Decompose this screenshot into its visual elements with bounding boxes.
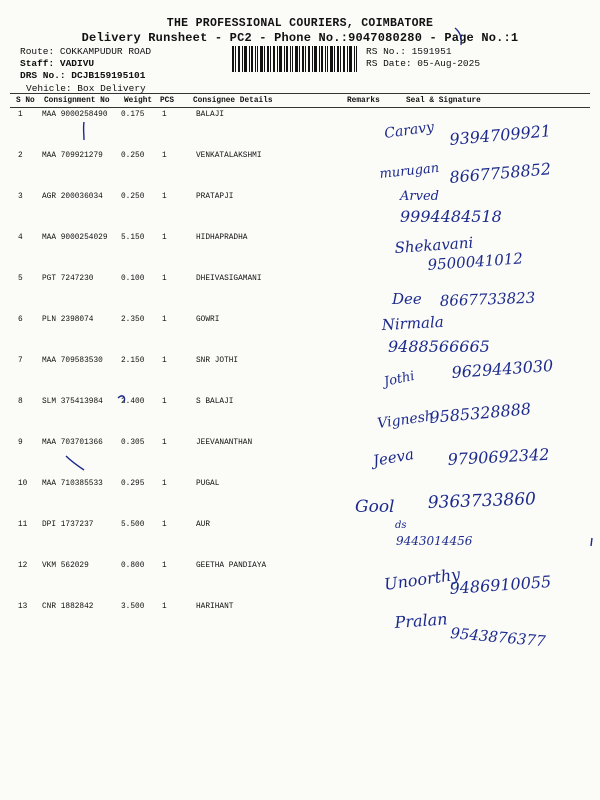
- row-weight: 5.150: [121, 234, 145, 242]
- table-row: [0, 193, 600, 233]
- row-consignee: HARIHANT: [196, 603, 234, 611]
- row-pcs: 1: [162, 152, 167, 160]
- col-sno-header: S No: [16, 97, 35, 105]
- table-row: [0, 152, 600, 192]
- handwritten-name: Nirmala: [381, 312, 445, 334]
- handwritten-phone: 9488566665: [388, 337, 490, 356]
- handwritten-name: Arved: [400, 189, 439, 204]
- row-consignee: BALAJI: [196, 111, 225, 119]
- row-consignment: MAA 9000258490: [42, 111, 108, 119]
- col-remarks-header: Remarks: [347, 97, 380, 105]
- row-weight: 3.500: [121, 603, 145, 611]
- company-title: THE PROFESSIONAL COURIERS, COIMBATORE: [166, 17, 434, 30]
- table-row: [0, 316, 600, 356]
- table-row: [0, 439, 600, 479]
- handwritten-name: Caravy: [383, 119, 435, 142]
- handwritten-phone: 9363733860: [427, 489, 537, 513]
- row-pcs: 1: [162, 562, 167, 570]
- row-weight: 0.800: [121, 562, 145, 570]
- handwritten-phone: 9443014456: [396, 534, 473, 548]
- row-consignee: PUGAL: [196, 480, 220, 488]
- row-consignment: MAA 709921279: [42, 152, 103, 160]
- col-consignee-header: Consignee Details: [193, 97, 273, 105]
- row-pcs: 1: [162, 398, 167, 406]
- row-consignment: PGT 7247230: [42, 275, 94, 283]
- drs-label: DRS No.: DCJB159195101: [20, 70, 146, 81]
- row-consignee: VENKATALAKSHMI: [196, 152, 262, 160]
- row-sno: 10: [18, 480, 28, 488]
- handwritten-phone: 8667733823: [439, 288, 536, 310]
- row-weight: 0.295: [121, 480, 145, 488]
- row-pcs: 1: [162, 603, 167, 611]
- row-pcs: 1: [162, 193, 167, 201]
- header-rule-top: [10, 93, 590, 94]
- table-row: [0, 398, 600, 438]
- handwritten-phone: 9629443030: [450, 355, 554, 382]
- row-consignee: SNR JOTHI: [196, 357, 239, 365]
- row-consignment: MAA 703701366: [42, 439, 103, 447]
- row-sno: 3: [18, 193, 23, 201]
- row-consignment: MAA 9000254029: [42, 234, 108, 242]
- row-weight: 0.100: [121, 275, 145, 283]
- table-row: [0, 234, 600, 274]
- row-consignment: SLM 375413984: [42, 398, 103, 406]
- row-weight: 2.150: [121, 357, 145, 365]
- handwritten-name: Unoorthy: [382, 564, 462, 594]
- row-weight: 0.305: [121, 439, 145, 447]
- header-rule-bottom: [10, 107, 590, 108]
- handwritten-phone: 9500041012: [427, 249, 524, 274]
- row-weight: 5.500: [121, 521, 145, 529]
- row-pcs: 1: [162, 234, 167, 242]
- row-sno: 9: [18, 439, 23, 447]
- handwritten-name: Shekavani: [394, 233, 474, 257]
- row-weight: 2.400: [121, 398, 145, 406]
- handwritten-phone: 9486910055: [448, 571, 552, 598]
- row-pcs: 1: [162, 521, 167, 529]
- handwritten-name: Dee: [392, 290, 422, 308]
- row-sno: 13: [18, 603, 28, 611]
- runsheet-title: Delivery Runsheet - PC2 - Phone No.:9047080280 - Page No.:1: [81, 31, 519, 45]
- table-row: [0, 111, 600, 151]
- row-consignee: PRATAPJI: [196, 193, 234, 201]
- row-sno: 5: [18, 275, 23, 283]
- row-weight: 2.350: [121, 316, 145, 324]
- handwritten-phone: 9994484518: [400, 207, 502, 226]
- row-pcs: 1: [162, 111, 167, 119]
- handwritten-phone: 9790692342: [447, 444, 550, 469]
- row-consignee: GEETHA PANDIAYA: [196, 562, 267, 570]
- row-sno: 4: [18, 234, 23, 242]
- row-consignment: CNR 1882842: [42, 603, 94, 611]
- row-consignment: AGR 200036034: [42, 193, 103, 201]
- row-weight: 0.175: [121, 111, 145, 119]
- rs-number: RS No.: 1591951: [366, 46, 452, 57]
- row-consignee: GOWRI: [196, 316, 220, 324]
- handwritten-phone: 9543876377: [449, 624, 547, 651]
- handwritten-name: murugan: [378, 160, 440, 182]
- row-sno: 11: [18, 521, 28, 529]
- row-weight: 0.250: [121, 152, 145, 160]
- handwritten-phone: 8667758852: [448, 159, 552, 187]
- vehicle-label: Vehicle: Box Delivery: [26, 83, 146, 94]
- handwritten-name: Jeeva: [371, 445, 416, 470]
- row-consignee: HIDHAPRADHA: [196, 234, 248, 242]
- handwritten-name: Pralan: [393, 609, 449, 632]
- row-pcs: 1: [162, 357, 167, 365]
- row-pcs: 1: [162, 439, 167, 447]
- handwritten-name: Gool: [355, 497, 395, 517]
- row-consignee: AUR: [196, 521, 211, 529]
- col-seal-header: Seal & Signature: [406, 97, 481, 105]
- row-consignee: S BALAJI: [196, 398, 234, 406]
- row-sno: 2: [18, 152, 23, 160]
- row-pcs: 1: [162, 316, 167, 324]
- row-weight: 0.250: [121, 193, 145, 201]
- handwritten-name: Vignesh: [376, 408, 435, 432]
- handwritten-name: ds: [395, 520, 407, 531]
- row-consignment: MAA 710385533: [42, 480, 103, 488]
- route-label: Route: COKKAMPUDUR ROAD: [20, 46, 152, 57]
- handwritten-name: Jothi: [382, 368, 416, 390]
- col-weight-header: Weight: [124, 97, 153, 105]
- row-consignment: DPI 1737237: [42, 521, 94, 529]
- table-row: [0, 357, 600, 397]
- row-sno: 1: [18, 111, 23, 119]
- row-sno: 6: [18, 316, 23, 324]
- row-consignment: VKM 562029: [42, 562, 89, 570]
- col-consignment-header: Consignment No: [44, 97, 110, 105]
- row-consignment: MAA 709583530: [42, 357, 103, 365]
- rs-date: RS Date: 05-Aug-2025: [366, 58, 481, 69]
- table-row: [0, 521, 600, 561]
- row-pcs: 1: [162, 480, 167, 488]
- row-sno: 7: [18, 357, 23, 365]
- handwritten-phone: 9394709921: [448, 121, 552, 149]
- row-pcs: 1: [162, 275, 167, 283]
- row-consignee: JEEVANANTHAN: [196, 439, 253, 447]
- table-row: [0, 480, 600, 520]
- table-row: [0, 603, 600, 643]
- barcode-image: [232, 46, 357, 72]
- row-sno: 12: [18, 562, 28, 570]
- row-sno: 8: [18, 398, 23, 406]
- table-row: [0, 275, 600, 315]
- staff-label: Staff: VADIVU: [20, 58, 95, 69]
- row-consignee: DHEIVASIGAMANI: [196, 275, 262, 283]
- handwritten-phone: 9585328888: [428, 399, 532, 427]
- table-row: [0, 562, 600, 602]
- row-consignment: PLN 2398074: [42, 316, 94, 324]
- col-pcs-header: PCS: [160, 97, 175, 105]
